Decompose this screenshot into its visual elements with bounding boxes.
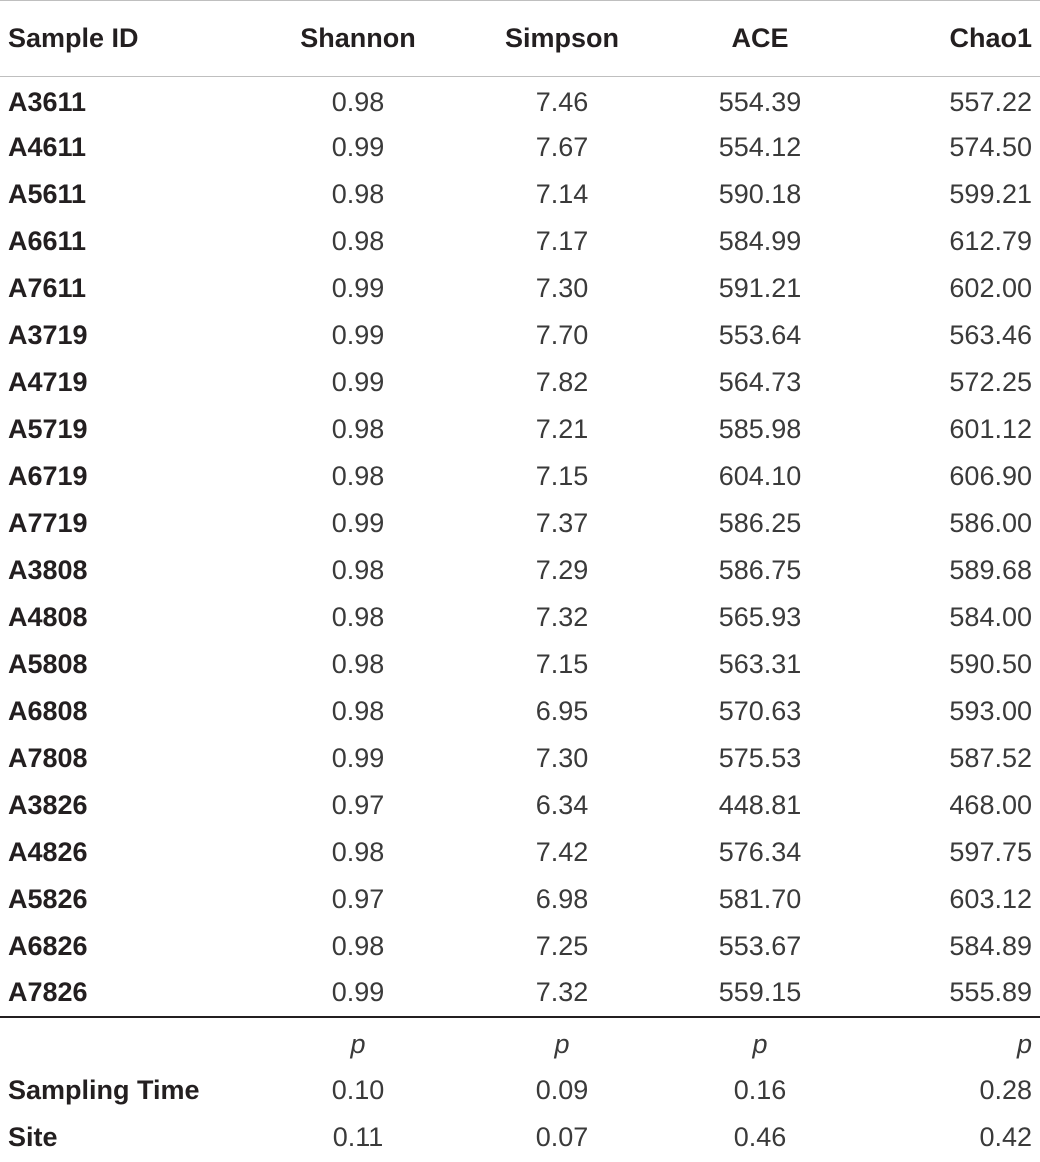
table-row — [0, 77, 1040, 124]
cell-ace: 554.39 — [718, 86, 802, 117]
cell-chao1: 593.00 — [949, 695, 1032, 726]
cell-chao1: 0.28 — [979, 1074, 1032, 1105]
header-simpson: Simpson — [464, 1, 660, 77]
cell-sample-id: A7826 — [0, 970, 252, 1017]
table-row — [0, 359, 1040, 406]
cell-shannon: p — [350, 1028, 366, 1059]
header-chao1: Chao1 — [860, 1, 1040, 77]
cell-sample-id: A5808 — [8, 648, 88, 679]
cell-chao1: 563.46 — [949, 319, 1032, 350]
cell-simpson: 7.15 — [535, 460, 589, 491]
table-row — [0, 312, 1040, 359]
cell-simpson: 7.42 — [535, 836, 589, 867]
cell-chao1: 597.75 — [949, 836, 1032, 867]
table-row — [0, 970, 1040, 1017]
cell-ace: 584.99 — [718, 225, 802, 256]
cell-chao1: 584.89 — [949, 930, 1032, 961]
cell-ace: 448.81 — [718, 789, 802, 820]
cell-sample-id: Sampling Time — [8, 1074, 200, 1105]
table-row — [0, 594, 1040, 641]
cell-chao1: 557.22 — [949, 86, 1032, 117]
stat-row — [0, 1114, 1040, 1161]
cell-chao1: 586.00 — [949, 507, 1032, 538]
table-row — [0, 782, 1040, 829]
cell-shannon: 0.98 — [331, 695, 385, 726]
table-row — [0, 829, 1040, 876]
cell-simpson: 7.30 — [535, 742, 589, 773]
cell-ace: p — [752, 1028, 768, 1059]
cell-sample-id: A7719 — [8, 507, 88, 538]
table-row — [0, 406, 1040, 453]
table-row — [0, 500, 1040, 547]
cell-ace: 553.64 — [718, 319, 802, 350]
cell-shannon: 0.98 — [331, 648, 385, 679]
table-row — [0, 171, 1040, 218]
cell-ace: 553.67 — [718, 930, 802, 961]
cell-ace: 565.93 — [718, 601, 802, 632]
cell-sample-id: A4826 — [8, 836, 88, 867]
table-row — [0, 547, 1040, 594]
cell-shannon: 0.98 — [331, 86, 385, 117]
cell-chao1: 590.50 — [949, 648, 1032, 679]
table-row — [0, 265, 1040, 312]
cell-chao1: 601.12 — [949, 413, 1032, 444]
p-value-label-row — [0, 1017, 1040, 1067]
cell-chao1: 0.42 — [979, 1121, 1032, 1152]
cell-sample-id: A6808 — [8, 695, 88, 726]
cell-simpson: 7.70 — [535, 319, 589, 350]
header-sample-id: Sample ID — [0, 1, 252, 77]
table-row — [0, 453, 1040, 500]
table-row — [0, 688, 1040, 735]
cell-chao1: p — [1016, 1028, 1032, 1059]
cell-ace: 564.73 — [718, 366, 802, 397]
cell-shannon: 0.98 — [331, 413, 385, 444]
cell-sample-id: A7808 — [8, 742, 88, 773]
table-row — [0, 641, 1040, 688]
cell-simpson: 7.17 — [535, 225, 589, 256]
cell-sample-id: A6719 — [8, 460, 88, 491]
cell-sample-id: A5611 — [8, 178, 87, 209]
cell-simpson: 7.37 — [535, 507, 589, 538]
cell-simpson: 7.30 — [535, 272, 589, 303]
cell-sample-id: A6826 — [8, 930, 88, 961]
cell-simpson: 0.07 — [535, 1121, 589, 1152]
cell-sample-id: A5826 — [8, 883, 88, 914]
table-row — [0, 218, 1040, 265]
cell-chao1: 599.21 — [949, 178, 1032, 209]
cell-chao1: 468.00 — [949, 789, 1032, 820]
cell-chao1: 612.79 — [949, 225, 1032, 256]
cell-ace: 563.31 — [718, 648, 802, 679]
cell-simpson: 7.67 — [535, 131, 589, 162]
cell-ace: 590.18 — [718, 178, 802, 209]
cell-simpson: 6.95 — [535, 695, 589, 726]
cell-simpson: 7.25 — [535, 930, 589, 961]
cell-sample-id: A3826 — [8, 789, 88, 820]
cell-shannon: 0.99 — [331, 507, 385, 538]
cell-shannon: 0.99 — [331, 742, 385, 773]
table-row — [0, 876, 1040, 923]
header-ace: ACE — [660, 1, 860, 77]
cell-sample-id: A4611 — [8, 131, 87, 162]
cell-ace: 586.75 — [718, 554, 802, 585]
cell-shannon: 0.11 — [332, 1121, 384, 1152]
cell-simpson: 7.29 — [535, 554, 589, 585]
cell-shannon: 0.98 — [331, 601, 385, 632]
table-row — [0, 124, 1040, 171]
cell-ace: 585.98 — [718, 413, 802, 444]
cell-shannon: 0.99 — [331, 272, 385, 303]
cell-sample-id: A3719 — [8, 319, 88, 350]
cell-simpson: 7.14 — [535, 178, 589, 209]
cell-ace: 559.15 — [660, 970, 860, 1017]
cell-chao1: 584.00 — [949, 601, 1032, 632]
cell-shannon: 0.98 — [331, 225, 385, 256]
cell-sample-id: A4719 — [8, 366, 88, 397]
cell-simpson: 7.32 — [535, 601, 589, 632]
cell-shannon: 0.98 — [331, 554, 385, 585]
cell-ace: 576.34 — [718, 836, 802, 867]
cell-sample-id: A5719 — [8, 413, 88, 444]
cell-simpson: 7.46 — [535, 86, 589, 117]
cell-shannon: 0.98 — [331, 836, 385, 867]
table-row — [0, 923, 1040, 970]
cell-simpson: p — [554, 1028, 570, 1059]
cell-sample-id: A3808 — [8, 554, 88, 585]
cell-shannon: 0.97 — [331, 789, 385, 820]
cell-ace: 554.12 — [718, 131, 802, 162]
cell-sample-id: A3611 — [8, 86, 87, 117]
cell-ace: 575.53 — [718, 742, 802, 773]
table-header-row — [0, 1, 1040, 77]
header-shannon: Shannon — [252, 1, 464, 77]
cell-simpson: 7.15 — [535, 648, 589, 679]
cell-simpson: 6.98 — [535, 883, 589, 914]
cell-shannon: 0.98 — [331, 178, 385, 209]
cell-shannon: 0.99 — [331, 131, 385, 162]
cell-chao1: 572.25 — [949, 366, 1032, 397]
cell-sample-id: Site — [8, 1121, 58, 1152]
cell-simpson: 6.34 — [535, 789, 589, 820]
cell-simpson: 7.32 — [464, 970, 660, 1017]
cell-ace: 0.46 — [733, 1121, 787, 1152]
cell-ace: 570.63 — [718, 695, 802, 726]
cell-shannon: 0.99 — [331, 366, 385, 397]
cell-sample-id: A7611 — [8, 272, 87, 303]
cell-shannon: 0.97 — [331, 883, 385, 914]
cell-chao1: 603.12 — [949, 883, 1032, 914]
cell-chao1: 606.90 — [949, 460, 1032, 491]
cell-sample-id: A6611 — [8, 225, 87, 256]
cell-sample-id — [0, 1017, 252, 1067]
cell-ace: 586.25 — [718, 507, 802, 538]
cell-chao1: 587.52 — [949, 742, 1032, 773]
cell-simpson: 7.21 — [535, 413, 589, 444]
table-row — [0, 735, 1040, 782]
cell-shannon: 0.10 — [331, 1074, 385, 1105]
cell-simpson: 0.09 — [535, 1074, 589, 1105]
cell-ace: 604.10 — [718, 460, 802, 491]
cell-shannon: 0.98 — [331, 930, 385, 961]
cell-sample-id: A4808 — [8, 601, 88, 632]
cell-shannon: 0.99 — [252, 970, 464, 1017]
cell-chao1: 589.68 — [949, 554, 1032, 585]
table-body — [0, 77, 1040, 1161]
cell-shannon: 0.99 — [331, 319, 385, 350]
cell-chao1: 555.89 — [860, 970, 1040, 1017]
stat-row — [0, 1067, 1040, 1114]
cell-simpson: 7.82 — [535, 366, 589, 397]
cell-ace: 581.70 — [718, 883, 802, 914]
cell-chao1: 602.00 — [949, 272, 1032, 303]
cell-shannon: 0.98 — [331, 460, 385, 491]
cell-ace: 0.16 — [733, 1074, 787, 1105]
cell-chao1: 574.50 — [949, 131, 1032, 162]
cell-ace: 591.21 — [718, 272, 802, 303]
